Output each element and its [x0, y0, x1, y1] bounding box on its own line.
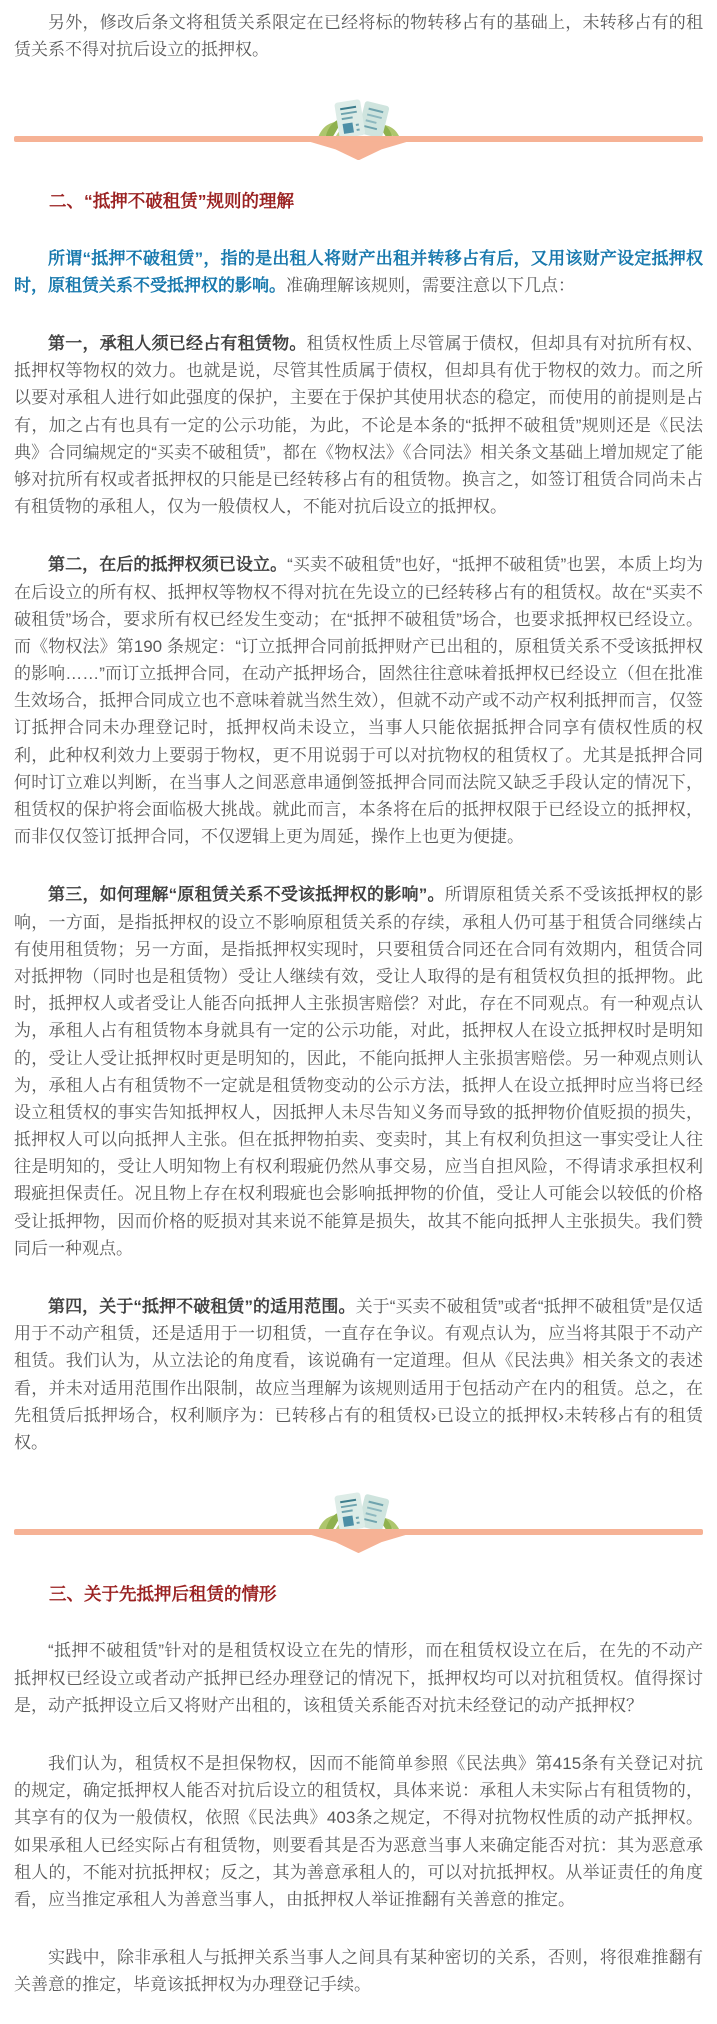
lead-paragraph	[14, 245, 703, 299]
point-1-lead: 第一，承租人须已经占有租赁物。	[48, 334, 307, 353]
section-divider	[14, 1487, 703, 1553]
point-paragraph-4	[14, 1293, 703, 1456]
point-paragraph-1	[14, 330, 703, 520]
lead-blue-text: 所谓“抵押不破租赁”，指的是出租人将财产出租并转移占有后，又用该财产设定抵押权时，原租赁关系不受抵押权的影响。	[14, 249, 703, 295]
body-paragraph: “抵押不破租赁”针对的是租赁权设立在先的情形，而在租赁权设立在后，在先的不动产抵押权已经设立或者动产抵押已经办理登记的情况下，抵押权均可以对抗租赁权。值得探讨是，动产抵押设立后又将财产出租的，该租赁关系能否对抗未经登记的动产抵押权？	[14, 1637, 703, 1719]
point-2-text: “买卖不破租赁”也好，“抵押不破租赁”也罢，本质上均为在后设立的所有权、抵押权等物权不得对抗在先设立的已经转移占有的租赁权。故在“买卖不破租赁”场合，要求所有权已经发生变动；在“抵押不破租赁”场合，也要求抵押权已经设立。而《物权法》第190 条规定：“订立抵押合同前抵押财产已出租的，原租赁关系不受该抵押权的影响……”而订立抵押合同，在动产抵押场合，固然往往意味着抵押权已经设立（但在批准生效场合，抵押合同成立也不意味着就当然生效），但就不动产或不动产权利抵押而言，仅签订抵押合同未办理登记时，抵押权尚未设立，当事人只能依据抵押合同享有债权性质的权利，此种权利效力上要弱于物权，更不用说弱于可以对抗物权的租赁权了。尤其是抵押合同何时订立难以判断，在当事人之间恶意串通倒签抵押合同而法院又缺乏手段认定的情况下，租赁权的保护将会面临极大挑战。就此而言，本条将在后的抵押权限于已经设立的抵押权，而非仅仅签订抵押合同，不仅逻辑上更为周延，操作上也更为便捷。	[14, 555, 703, 846]
point-paragraph-3	[14, 881, 703, 1262]
point-4-lead: 第四，关于“抵押不破租赁”的适用范围。	[48, 1297, 356, 1316]
section-divider	[14, 94, 703, 160]
point-2-lead: 第二，在后的抵押权须已设立。	[48, 555, 287, 574]
point-3-text: 所谓原租赁关系不受该抵押权的影响，一方面，是指抵押权的设立不影响原租赁关系的存续，承租人仍可基于租赁合同继续占有使用租赁物；另一方面，是指抵押权实现时，只要租赁合同还在合同有效期内，租赁合同对抵押物（同时也是租赁物）受让人继续有效，受让人取得的是有租赁权负担的抵押物。此时，抵押权人或者受让人能否向抵押人主张损害赔偿？对此，存在不同观点。有一种观点认为，承租人占有租赁物本身就具有一定的公示功能，对此，抵押权人在设立抵押权时是明知的，受让人受让抵押权时更是明知的，因此，不能向抵押人主张损害赔偿。另一种观点则认为，承租人占有租赁物不一定就是租赁物变动的公示方法，抵押人在设立抵押时应当将已经设立租赁权的事实告知抵押权人，因抵押人未尽告知义务而导致的抵押物价值贬损的损失，抵押权人可以向抵押人主张。但在抵押物拍卖、变卖时，其上有权利负担这一事实受让人往往是明知的，受让人明知物上有权利瑕疵仍然从事交易，应当自担风险，不得请求承担权利瑕疵担保责任。况且物上存在权利瑕疵也会影响抵押物的价值，受让人可能会以较低的价格受让抵押物，因而价格的贬损对其来说不能算是损失，故其不能向抵押人主张损失。我们赞同后一种观点。	[14, 885, 703, 1257]
intro-paragraph: 另外，修改后条文将租赁关系限定在已经将标的物转移占有的基础上，未转移占有的租赁关系不得对抗后设立的抵押权。	[14, 9, 703, 63]
section-heading-3: 三、关于先抵押后租赁的情形	[14, 1581, 703, 1607]
point-1-text: 租赁权性质上尽管属于债权，但却具有对抗所有权、抵押权等物权的效力。也就是说，尽管其性质属于债权，但却具有优于物权的效力。而之所以要对承租人进行如此强度的保护，主要在于保护其使用状态的稳定，而使用的前提则是占有，加之占有也具有一定的公示功能，为此，不论是本条的“抵押不破租赁”规则还是《民法典》合同编规定的“买卖不破租赁”，都在《物权法》《合同法》相关条文基础上增加规定了能够对抗所有权或者抵押权的只能是已经转移占有的租赁物。换言之，如签订租赁合同尚未占有租赁物的承租人，仅为一般债权人，不能对抗后设立的抵押权。	[14, 334, 703, 516]
point-3-lead: 第三，如何理解“原租赁关系不受该抵押权的影响”。	[48, 885, 445, 904]
point-4-text: 关于“买卖不破租赁”或者“抵押不破租赁”是仅适用于不动产租赁，还是适用于一切租赁，一直存在争议。有观点认为，应当将其限于不动产租赁。我们认为，从立法论的角度看，该说确有一定道理。但从《民法典》相关条文的表述看，并未对适用范围作出限制，故应当理解为该规则适用于包括动产在内的租赁。总之，在先租赁后抵押场合，权利顺序为：已转移占有的租赁权›已设立的抵押权›未转移占有的租赁权。	[14, 1297, 703, 1452]
lead-rest-text: 准确理解该规则，需要注意以下几点：	[286, 276, 575, 295]
body-paragraph: 实践中，除非承租人与抵押关系当事人之间具有某种密切的关系，否则，将很难推翻有关善意的推定，毕竟该抵押权为办理登记手续。	[14, 1944, 703, 1998]
divider-arrow-icon	[309, 141, 409, 160]
divider-arrow-icon	[309, 1534, 409, 1553]
point-paragraph-2	[14, 551, 703, 850]
body-paragraph: 我们认为，租赁权不是担保物权，因而不能简单参照《民法典》第415条有关登记对抗的规定，确定抵押权人能否对抗后设立的租赁权，具体来说：承租人未实际占有租赁物的，其享有的仅为一般债权，依照《民法典》403条之规定，不得对抗物权性质的动产抵押权。如果承租人已经实际占有租赁物，则要看其是否为恶意当事人来确定能否对抗：其为恶意承租人的，不能对抗抵押权；反之，其为善意承租人的，可以对抗抵押权。从举证责任的角度看，应当推定承租人为善意当事人，由抵押权人举证推翻有关善意的推定。	[14, 1750, 703, 1913]
section-heading-2: 二、“抵押不破租赁”规则的理解	[14, 188, 703, 214]
